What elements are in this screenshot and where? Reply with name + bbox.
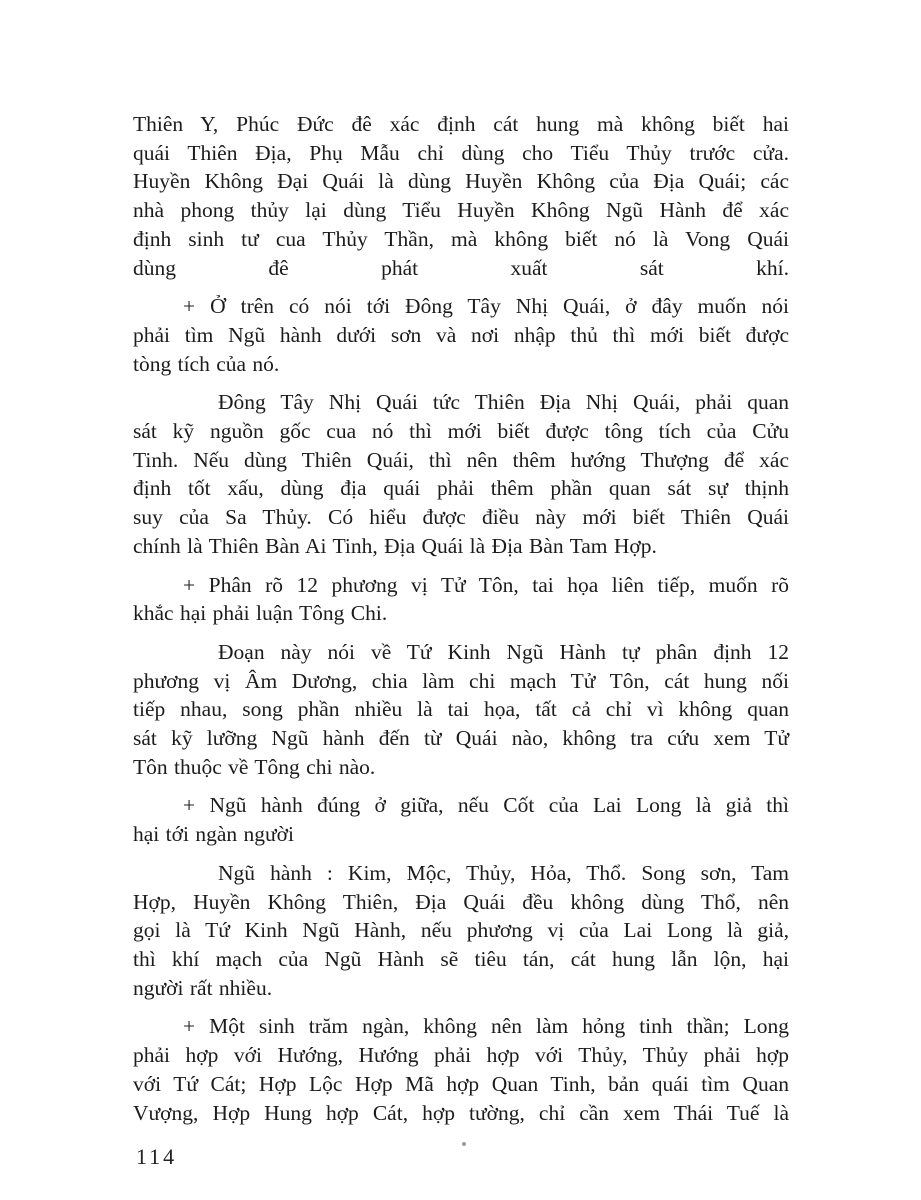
- text-line: tòng tích của nó.: [133, 351, 280, 376]
- text-line: phải hợp với Hướng, Hướng phải hợp với Thủy, Thủy phải hợp: [133, 1043, 789, 1068]
- text-line: + Ngũ hành đúng ở giữa, nếu Cốt của Lai Long là giả thì: [183, 793, 789, 818]
- text-line: nhà phong thủy lại dùng Tiểu Huyền Không Ngũ Hành để xác: [133, 198, 789, 223]
- text-line: chính là Thiên Bàn Ai Tinh, Địa Quái là Địa Bàn Tam Hợp.: [133, 533, 657, 558]
- text-line: hại tới ngàn người: [133, 822, 294, 847]
- text-line: Vượng, Hợp Hung hợp Cát, hợp tường, chỉ cần xem Thái Tuế là: [133, 1100, 789, 1125]
- text-line: phương vị Âm Dương, chia làm chi mạch Tử Tôn, cát hung nối: [133, 668, 789, 693]
- paragraph: [133, 859, 789, 1003]
- page-text-block: [133, 110, 789, 1137]
- text-line: dùng đê phát xuất sát khí.: [133, 255, 789, 280]
- text-line: Tôn thuộc về Tông chi nào.: [133, 754, 376, 779]
- text-line: + Phân rõ 12 phương vị Tử Tôn, tai họa liên tiếp, muốn rõ: [183, 572, 789, 597]
- text-line: Hợp, Huyền Không Thiên, Địa Quái đều không dùng Thổ, nên: [133, 889, 789, 914]
- paragraph: [133, 791, 789, 848]
- paragraph: [133, 388, 789, 560]
- scan-speckle: [462, 1142, 466, 1146]
- text-line: phải tìm Ngũ hành dưới sơn và nơi nhập thủ thì mới biết được: [133, 322, 789, 347]
- text-line: khắc hại phải luận Tông Chi.: [133, 601, 388, 626]
- page-number: 114: [136, 1144, 178, 1169]
- paragraph: [133, 571, 789, 628]
- text-line: quái Thiên Địa, Phụ Mẫu chỉ dùng cho Tiểu Thủy trước cửa.: [133, 140, 789, 165]
- text-line: Ngũ hành : Kim, Mộc, Thủy, Hỏa, Thổ. Song sơn, Tam: [218, 860, 789, 885]
- text-line: suy của Sa Thủy. Có hiểu được điều này mới biết Thiên Quái: [133, 505, 789, 530]
- text-line: thì khí mạch của Ngũ Hành sẽ tiêu tán, cát hung lẫn lộn, hại: [133, 946, 789, 971]
- text-line: + Ở trên có nói tới Đông Tây Nhị Quái, ở đây muốn nói: [183, 294, 789, 319]
- text-line: sát kỹ nguồn gốc cua nó thì mới biết được tông tích của Cửu: [133, 419, 789, 444]
- text-line: định tốt xấu, dùng địa quái phải thêm phần quan sát sự thịnh: [133, 476, 789, 501]
- text-line: Đoạn này nói về Tứ Kinh Ngũ Hành tự phân định 12: [218, 639, 789, 664]
- text-line: Huyền Không Đại Quái là dùng Huyền Không của Địa Quái; các: [133, 169, 789, 194]
- text-line: tiếp nhau, song phần nhiều là tai họa, tất cả chỉ vì không quan: [133, 697, 789, 722]
- text-line: + Một sinh trăm ngàn, không nên làm hỏng tinh thần; Long: [183, 1014, 789, 1039]
- paragraph: [133, 1012, 789, 1127]
- paragraph: [133, 292, 789, 378]
- text-line: với Tứ Cát; Hợp Lộc Hợp Mã hợp Quan Tinh, bản quái tìm Quan: [133, 1071, 789, 1096]
- paragraph: [133, 638, 789, 782]
- text-line: Thiên Y, Phúc Đức đê xác định cát hung mà không biết hai: [133, 112, 789, 136]
- text-line: định sinh tư cua Thủy Thần, mà không biết nó là Vong Quái: [133, 226, 789, 251]
- text-line: Tinh. Nếu dùng Thiên Quái, thì nên thêm hướng Thượng để xác: [133, 447, 789, 472]
- text-line: sát kỹ lưỡng Ngũ hành đến từ Quái nào, không tra cứu xem Tử: [133, 726, 789, 751]
- text-line: gọi là Tứ Kinh Ngũ Hành, nếu phương vị của Lai Long là giả,: [133, 918, 789, 943]
- paragraph: [133, 110, 789, 282]
- text-line: Đông Tây Nhị Quái tức Thiên Địa Nhị Quái, phải quan: [218, 390, 789, 415]
- text-line: người rất nhiều.: [133, 975, 273, 1000]
